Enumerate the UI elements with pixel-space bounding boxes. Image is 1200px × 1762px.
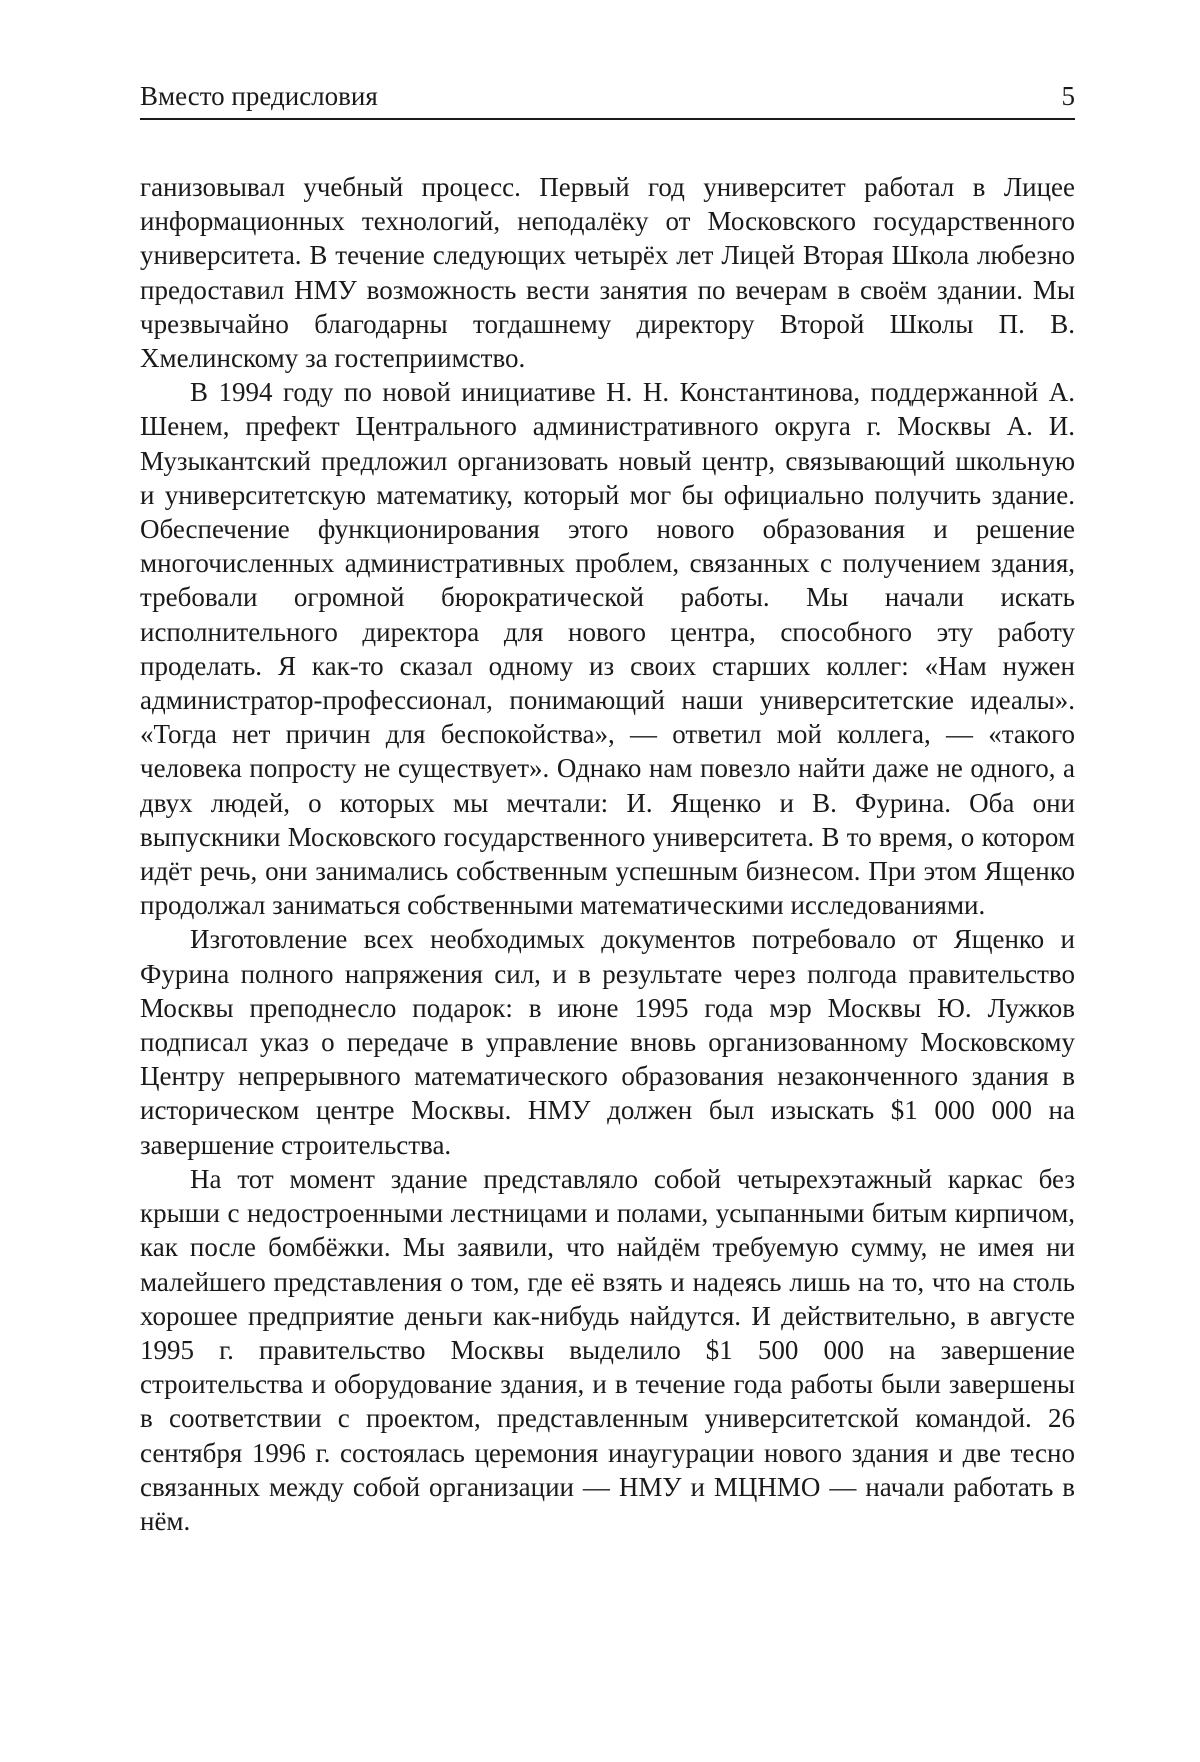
- book-page: [140, 78, 1075, 1538]
- body-text: [140, 170, 1075, 1538]
- paragraph: В 1994 году по новой инициативе Н. Н. Константинова, поддержанной А. Шенем, префект Центрального административного округа г. Москвы А. И. Музыкантский предложил организовать новый центр, связывающий школьную и университетскую математику, который мог бы официально получить здание. Обеспечение функционирования этого нового образования и решение многочисленных административных проблем, связанных с получением здания, требовали огромной бюрократической работы. Мы начали искать исполнительного директора для нового центра, способного эту работу проделать. Я как-то сказал одному из своих старших коллег: «Нам нужен администратор-профессионал, понимающий наши университетские идеалы». «Тогда нет причин для беспокойства», — ответил мой коллега, — «такого человека попросту не существует». Однако нам повезло найти даже не одного, а двух людей, о которых мы мечтали: И. Ященко и В. Фурина. Оба они выпускники Московского государственного университета. В то время, о котором идёт речь, они занимались собственным успешным бизнесом. При этом Ященко продолжал заниматься собственными математическими исследованиями.: [140, 377, 1075, 921]
- page-number: 5: [1061, 81, 1075, 111]
- section-title: Вместо предисловия: [140, 81, 378, 111]
- paragraph-continued: ганизовывал учебный процесс. Первый год университет работал в Лицее информационных технологий, неподалёку от Московского государственного университета. В течение следующих четырёх лет Лицей Вторая Школа любезно предоставил НМУ возможность вести занятия по вечерам в своём здании. Мы чрезвычайно благодарны тогдашнему директору Второй Школы П. В. Хмелинскому за гостеприимство.: [140, 172, 1075, 374]
- paragraph: Изготовление всех необходимых документов потребовало от Ященко и Фурина полного напряжения сил, и в результате через полгода правительство Москвы преподнесло подарок: в июне 1995 года мэр Москвы Ю. Лужков подписал указ о передаче в управление вновь организованному Московскому Центру непрерывного математического образования незаконченного здания в историческом центре Москвы. НМУ должен был изыскать $1 000 000 на завершение строительства.: [140, 924, 1075, 1160]
- running-header: [140, 78, 1075, 120]
- paragraph: На тот момент здание представляло собой четырехэтажный каркас без крыши с недостроенными лестницами и полами, усыпанными битым кирпичом, как после бомбёжки. Мы заявили, что найдём требуемую сумму, не имея ни малейшего представления о том, где её взять и надеясь лишь на то, что на столь хорошее предприятие деньги как-нибудь найдутся. И действительно, в августе 1995 г. правительство Москвы выделило $1 500 000 на завершение строительства и оборудование здания, и в течение года работы были завершены в соответствии с проектом, представленным университетской командой. 26 сентября 1996 г. состоялась церемония инаугурации нового здания и две тесно связанных между собой организации — НМУ и МЦНМО — начали работать в нём.: [140, 1163, 1075, 1536]
